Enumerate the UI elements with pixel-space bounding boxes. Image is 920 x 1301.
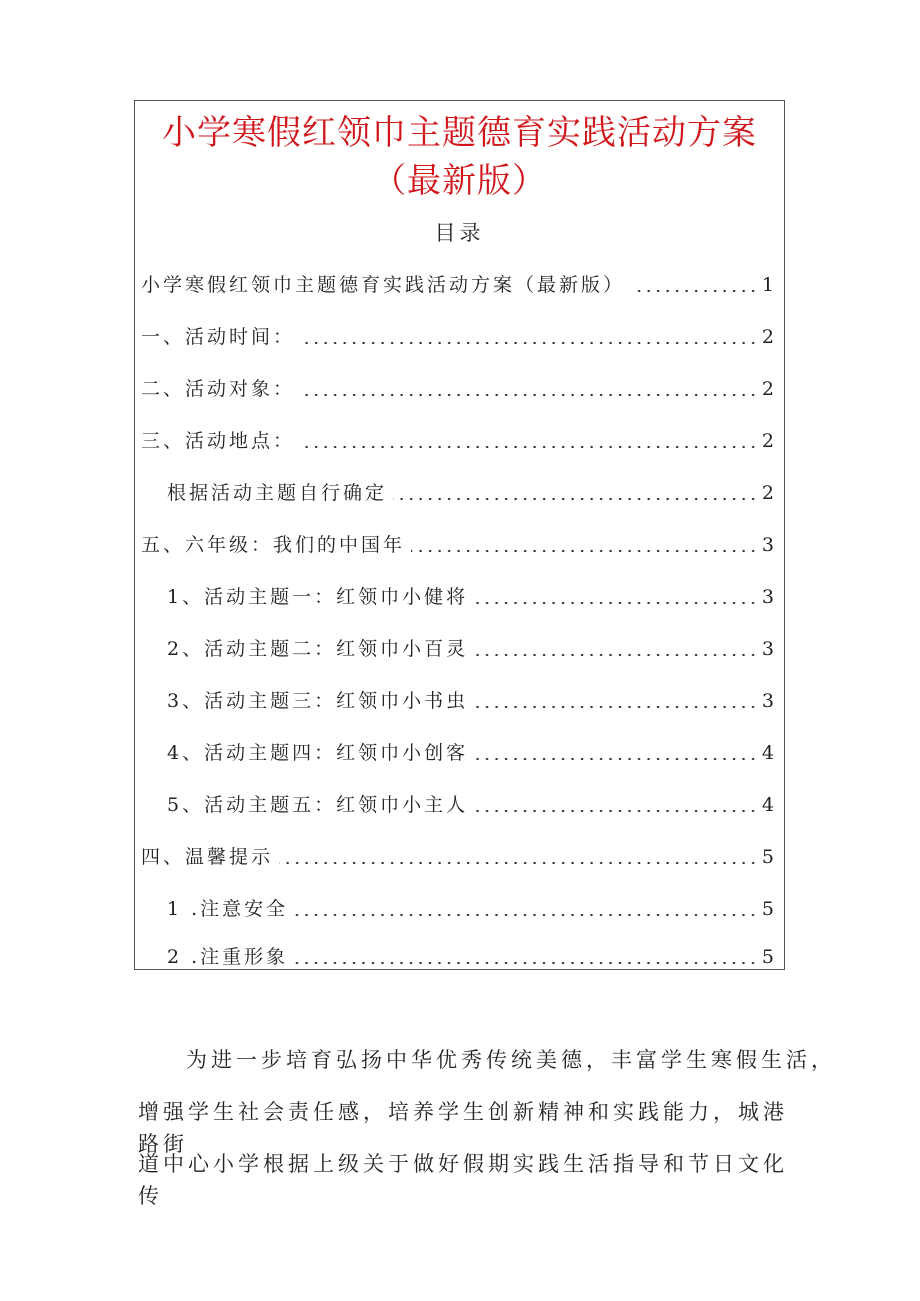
toc-entry-label: 4、活动主题四：红领巾小创客: [167, 742, 469, 764]
toc-entry-page: 5: [761, 946, 774, 968]
toc-entry-page: 3: [761, 690, 774, 712]
toc-frame: [134, 100, 785, 970]
toc-entry-label: 三、活动地点：: [141, 430, 296, 452]
toc-entry-label: 一、活动时间：: [141, 326, 296, 348]
toc-entry-page: 3: [761, 586, 774, 608]
toc-entry-label: 五、六年级：我们的中国年: [141, 534, 406, 556]
toc-leader-dots: [474, 809, 758, 813]
toc-entry-label: 根据活动主题自行确定: [167, 482, 388, 504]
toc-entry[interactable]: [167, 685, 774, 715]
toc-leader-dots: [474, 757, 758, 761]
toc-entry-page: 1: [761, 274, 774, 296]
toc-entry-page: 3: [761, 534, 774, 556]
toc-leader-dots: [294, 961, 758, 965]
toc-leader-dots: [474, 653, 758, 657]
toc-entry[interactable]: [167, 945, 774, 971]
toc-entry-label: 四、温馨提示: [141, 846, 274, 868]
toc-entry-label: 二、活动对象：: [141, 378, 296, 400]
toc-entry-page: 3: [761, 638, 774, 660]
toc-entry-label: 2 .注重形象: [167, 946, 289, 968]
toc-leader-dots: [301, 393, 758, 397]
toc-entry-page: 5: [761, 846, 774, 868]
toc-entry[interactable]: [141, 321, 774, 351]
toc-leader-dots: [393, 497, 758, 501]
toc-leader-dots: [474, 601, 758, 605]
toc-entry-page: 2: [761, 430, 774, 452]
toc-entry[interactable]: [167, 893, 774, 923]
toc-entry-page: 4: [761, 794, 774, 816]
document-title: 小学寒假红领巾主题德育实践活动方案: [162, 113, 757, 153]
body-paragraph-line: 增强学生社会责任感，培养学生创新精神和实践能力，城港路街: [138, 1100, 788, 1156]
toc-entry[interactable]: [141, 373, 774, 403]
toc-entry[interactable]: [167, 737, 774, 767]
toc-heading: 目录: [434, 221, 485, 245]
toc-entry[interactable]: [141, 529, 774, 559]
toc-entry[interactable]: [167, 789, 774, 819]
toc-entry-page: 2: [761, 482, 774, 504]
toc-entry-page: 5: [761, 898, 774, 920]
toc-entry-label: 1、活动主题一：红领巾小健将: [167, 586, 469, 608]
toc-leader-dots: [631, 289, 758, 293]
body-paragraph-line: 为进一步培育弘扬中华优秀传统美德，丰富学生寒假生活，: [186, 1048, 836, 1072]
toc-leader-dots: [301, 341, 758, 345]
toc-leader-dots: [411, 549, 758, 553]
toc-entry-label: 3、活动主题三：红领巾小书虫: [167, 690, 469, 712]
toc-entry-label: 小学寒假红领巾主题德育实践活动方案（最新版）: [141, 274, 626, 296]
toc-entry-label: 5、活动主题五：红领巾小主人: [167, 794, 469, 816]
document-title-version: （最新版）: [372, 161, 547, 201]
toc-leader-dots: [301, 445, 758, 449]
body-paragraph-line: 道中心小学根据上级关于做好假期实践生活指导和节日文化传: [138, 1152, 788, 1208]
toc-leader-dots: [279, 861, 758, 865]
toc-entry[interactable]: [141, 425, 774, 455]
toc-leader-dots: [474, 705, 758, 709]
toc-entry[interactable]: [167, 477, 774, 507]
toc-leader-dots: [294, 913, 758, 917]
toc-entry[interactable]: [141, 841, 774, 871]
toc-entry[interactable]: [167, 581, 774, 611]
toc-entry-page: 4: [761, 742, 774, 764]
toc-entry-label: 2、活动主题二：红领巾小百灵: [167, 638, 469, 660]
toc-entry-page: 2: [761, 326, 774, 348]
toc-entry[interactable]: [167, 633, 774, 663]
toc-entry[interactable]: [141, 269, 774, 299]
toc-entry-label: 1 .注意安全: [167, 898, 289, 920]
toc-entry-page: 2: [761, 378, 774, 400]
